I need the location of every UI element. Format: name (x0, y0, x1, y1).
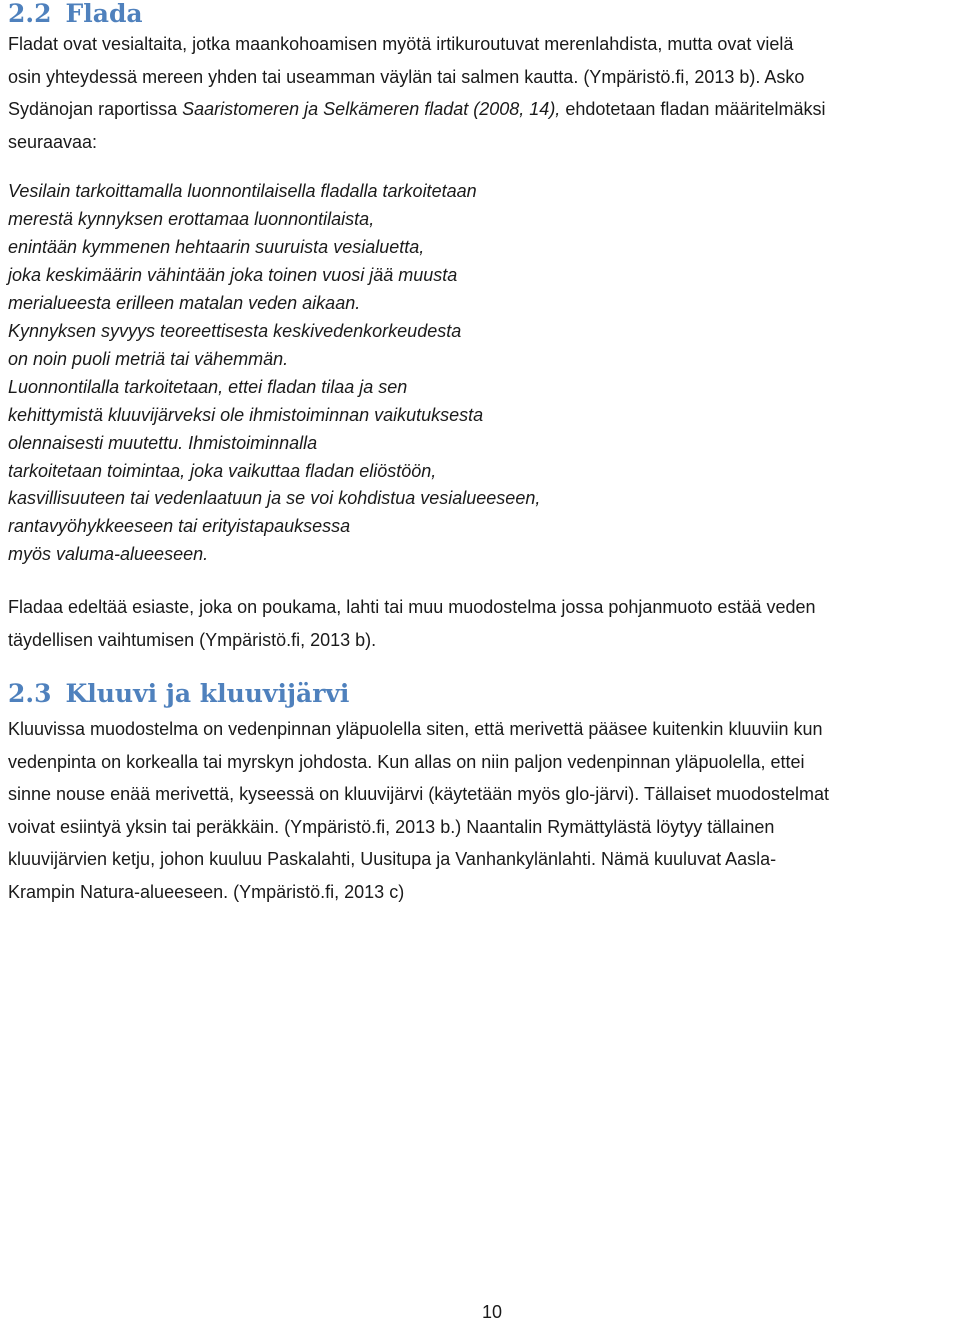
section-title: Flada (65, 0, 143, 28)
definition-quote (8, 178, 708, 569)
section-title: Kluuvi ja kluuvijärvi (65, 679, 350, 708)
quote-line: merialueesta erilleen matalan veden aikaan. (8, 292, 361, 313)
quote-line: enintään kymmenen hehtaarin suuruista vesialuetta, (8, 236, 425, 257)
quote-line: Kynnyksen syvyys teoreettisesta keskivedenkorkeudesta (8, 320, 462, 341)
page-number: 10 (481, 1302, 503, 1322)
section-number: 2.3 (8, 679, 52, 708)
paragraph-line (8, 93, 960, 126)
paragraph-line: osin yhteydessä mereen yhden tai useamman väylän tai salmen kautta. (Ympäristö.fi, 2013 b). Asko (8, 66, 805, 87)
quote-line: tarkoitetaan toimintaa, joka vaikuttaa fladan eliöstöön, (8, 460, 437, 481)
paragraph-line: seuraavaa: (8, 131, 98, 152)
paragraph-line: täydellisen vaihtumisen (Ympäristö.fi, 2013 b). (8, 629, 377, 650)
flada-stage-paragraph (8, 591, 960, 656)
paragraph-line: Krampin Natura-alueeseen. (Ympäristö.fi, 2013 c) (8, 881, 405, 902)
paragraph-line: kluuvijärvien ketju, johon kuuluu Paskalahti, Uusitupa ja Vanhankylänlahti. Nämä kuuluvat Aasla- (8, 849, 777, 869)
quote-line: Luonnontilalla tarkoitetaan, ettei fladan tilaa ja sen (8, 376, 408, 397)
quote-line: kehittymistä kluuvijärveksi ole ihmistoiminnan vaikutuksesta (8, 404, 484, 425)
report-title: Saaristomeren ja Selkämeren fladat (2008, 14), (182, 99, 561, 119)
text-run: Sydänojan raportissa (8, 99, 183, 119)
section-number: 2.2 (8, 0, 52, 28)
paragraph-line: Fladaa edeltää esiaste, joka on poukama, lahti tai muu muodostelma jossa pohjanmuoto estää veden (8, 597, 816, 617)
paragraph-line: sinne nouse enää merivettä, kyseessä on kluuvijärvi (käytetään myös glo-järvi). Tällaiset muodostelmat (8, 784, 830, 804)
quote-line: kasvillisuuteen tai vedenlaatuun ja se voi kohdistua vesialueeseen, (8, 488, 541, 509)
intro-paragraph (8, 28, 960, 158)
quote-line: joka keskimäärin vähintään joka toinen vuosi jää muusta (8, 264, 458, 285)
text-run: ehdotetaan fladan määritelmäksi (560, 99, 826, 119)
quote-line: merestä kynnyksen erottamaa luonnontilaista, (8, 208, 375, 229)
kluuvi-paragraph (8, 713, 960, 908)
quote-line: myös valuma-alueeseen. (8, 544, 209, 565)
paragraph-line: vedenpinta on korkealla tai myrskyn johdosta. Kun allas on niin paljon vedenpinnan yläpuolella, ettei (8, 751, 805, 772)
paragraph-line: Fladat ovat vesialtaita, jotka maankohoamisen myötä irtikuroutuvat merenlahdista, mutta ovat vielä (8, 34, 794, 54)
quote-line: Vesilain tarkoittamalla luonnontilaisella fladalla tarkoitetaan (8, 181, 477, 201)
quote-line: on noin puoli metriä tai vähemmän. (8, 348, 289, 369)
section-heading-kluuvi (8, 680, 349, 708)
paragraph-line: Kluuvissa muodostelma on vedenpinnan yläpuolella siten, että merivettä pääsee kuitenkin kluuviin kun (8, 719, 823, 739)
section-heading-flada (8, 0, 143, 28)
quote-line: rantavyöhykkeeseen tai erityistapauksessa (8, 516, 351, 537)
paragraph-line: voivat esiintyä yksin tai peräkkäin. (Ympäristö.fi, 2013 b.) Naantalin Rymättylästä löytyy tällainen (8, 816, 775, 837)
quote-line: olennaisesti muutettu. Ihmistoiminnalla (8, 432, 318, 453)
